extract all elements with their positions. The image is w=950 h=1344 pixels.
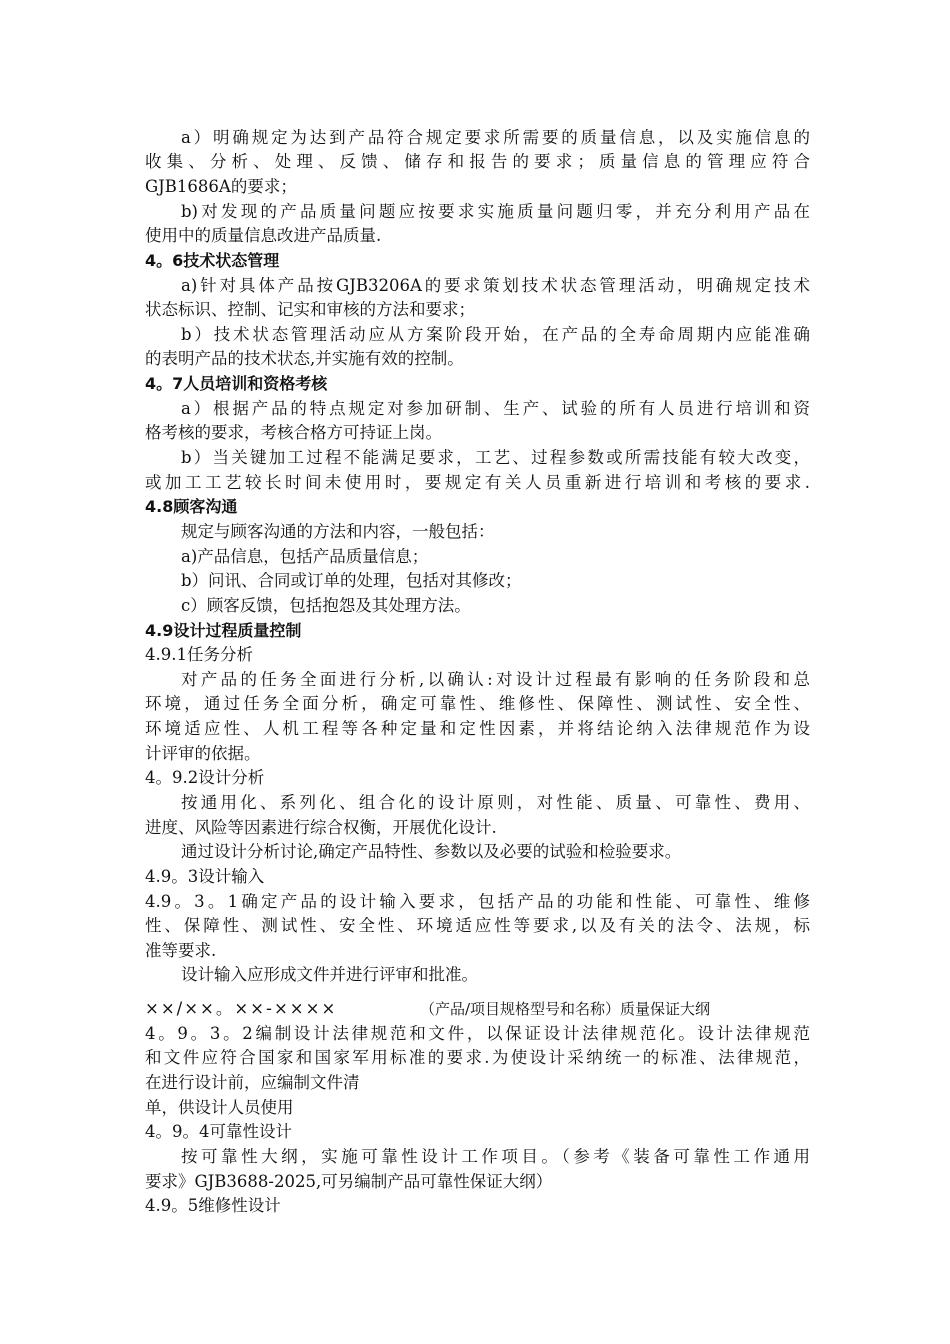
text-line: 进度、风险等因素进行综合权衡，开展优化设计. [145, 818, 497, 837]
subsection-heading: 4.9。3设计输入 [145, 867, 265, 886]
text-line: 按可靠性大纲，实施可靠性设计工作项目。（参考《装备可靠性工作通用 [181, 1147, 810, 1166]
text-line: 通过设计分析讨论,确定产品特性、参数以及必要的试验和检验要求。 [181, 842, 682, 861]
text-line: a）明确规定为达到产品符合规定要求所需要的质量信息，以及实施信息的 [181, 128, 810, 147]
text-line: a)产品信息，包括产品质量信息； [181, 547, 429, 566]
text-line: 的表明产品的技术状态,并实施有效的控制。 [145, 349, 464, 368]
text-line: 环境，通过任务全面分析，确定可靠性、维修性、保障性、测试性、安全性、 [145, 694, 810, 713]
text-line: 设计输入应形成文件并进行评审和批准。 [181, 965, 478, 984]
subsection-heading: 4.9。5维修性设计 [145, 1196, 281, 1215]
text-line: 收集、分析、处理、反馈、储存和报告的要求；质量信息的管理应符合 [145, 152, 810, 171]
section-heading: 4。7人员培训和资格考核 [145, 374, 328, 393]
text-line: 对产品的任务全面进行分析,以确认:对设计过程最有影响的任务阶段和总 [181, 670, 810, 689]
text-line: 计评审的依据。 [145, 744, 261, 763]
text-line: c）顾客反馈，包括抱怨及其处理方法。 [181, 596, 471, 615]
text-line: 格考核的要求，考核合格方可持证上岗。 [145, 423, 442, 442]
text-line: 和文件应符合国家和国家军用标准的要求.为使设计采纳统一的标准、法律规范， [145, 1048, 810, 1067]
subsection-heading: 4。9。4可靠性设计 [145, 1122, 292, 1141]
document-title-footer: （产品/项目规格型号和名称）质量保证大纲 [420, 1000, 711, 1018]
text-line: 4。9。3。2编制设计法律规范和文件，以保证设计法律规范化。设计法律规范 [145, 1024, 810, 1043]
text-line: 环境适应性、人机工程等各种定量和定性因素，并将结论纳入法律规范作为设 [145, 719, 810, 738]
section-heading: 4.8顾客沟通 [145, 497, 238, 516]
text-line: 准等要求. [145, 941, 217, 960]
subsection-heading: 4.9.1任务分析 [145, 645, 253, 664]
text-line: a)针对具体产品按GJB3206A的要求策划技术状态管理活动，明确规定技术 [181, 276, 810, 295]
text-line: 单，供设计人员使用 [145, 1098, 294, 1117]
section-heading: 4.9设计过程质量控制 [145, 621, 302, 640]
text-line: 性、保障性、测试性、安全性、环境适应性等要求,以及有关的法令、法规，标 [145, 916, 810, 935]
text-line: b）问讯、合同或订单的处理，包括对其修改； [181, 571, 522, 590]
text-line: 4.9。3。1确定产品的设计输入要求，包括产品的功能和性能、可靠性、维修 [145, 892, 810, 911]
subsection-heading: 4。9.2设计分析 [145, 768, 265, 787]
text-line: b）当关键加工过程不能满足要求，工艺、过程参数或所需技能有较大改变， [181, 448, 810, 467]
text-line: 或加工工艺较长时间未使用时，要规定有关人员重新进行培训和考核的要求. [145, 473, 810, 492]
document-code: ××/××。××-×××× [145, 999, 338, 1018]
text-line: 规定与顾客沟通的方法和内容，一般包括： [181, 522, 495, 541]
text-line: 在进行设计前，应编制文件清 [145, 1073, 360, 1092]
text-line: b）技术状态管理活动应从方案阶段开始，在产品的全寿命周期内应能准确 [181, 325, 810, 344]
section-heading: 4。6技术状态管理 [145, 251, 280, 270]
text-line: a）根据产品的特点规定对参加研制、生产、试验的所有人员进行培训和资 [181, 399, 810, 418]
text-line: 按通用化、系列化、组合化的设计原则，对性能、质量、可靠性、费用、 [181, 793, 810, 812]
text-line: 要求》GJB3688-2025,可另编制产品可靠性保证大纲） [145, 1172, 553, 1191]
text-line: 使用中的质量信息改进产品质量. [145, 226, 382, 245]
text-line: 状态标识、控制、记实和审核的方法和要求； [145, 300, 475, 319]
text-line: b)对发现的产品质量问题应按要求实施质量问题归零，并充分利用产品在 [181, 202, 810, 221]
text-line: GJB1686A的要求； [145, 177, 297, 196]
